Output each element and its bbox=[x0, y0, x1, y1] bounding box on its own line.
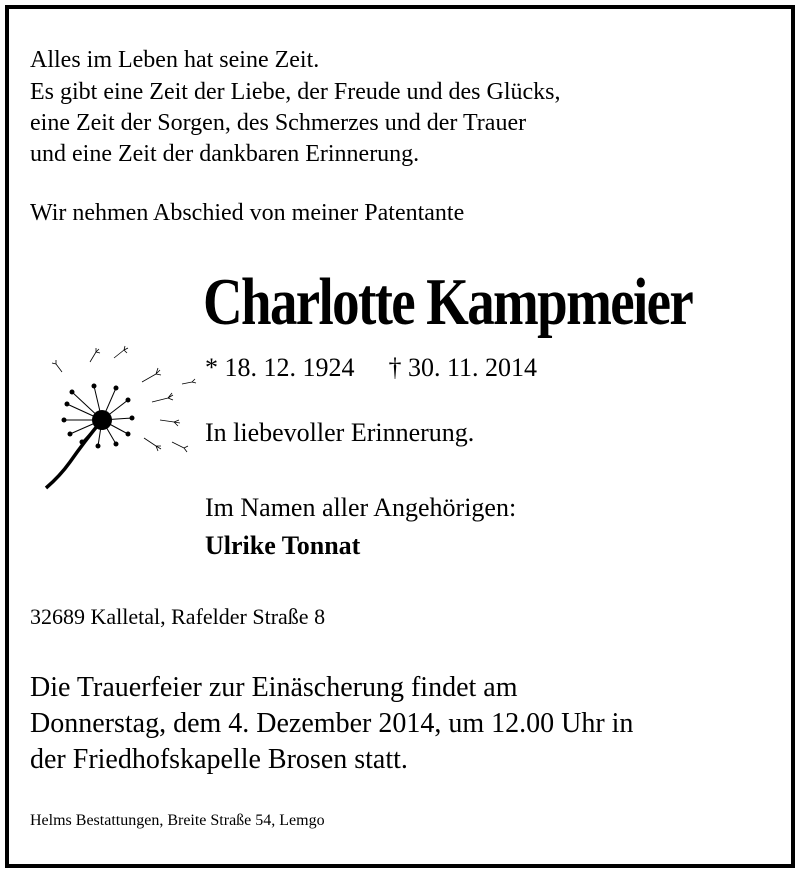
poem-line-3: eine Zeit der Sorgen, des Schmerzes und der Trauer bbox=[30, 110, 527, 136]
dandelion-icon bbox=[32, 342, 202, 492]
deceased-name: Charlotte Kampmeier bbox=[203, 265, 693, 339]
life-dates bbox=[205, 353, 537, 383]
death-date: † 30. 11. 2014 bbox=[388, 353, 538, 382]
poem-line-1: Alles im Leben hat seine Zeit. bbox=[30, 47, 320, 73]
poem-line-2: Es gibt eine Zeit der Liebe, der Freude und des Glücks, bbox=[30, 79, 561, 105]
poem-line-4: und eine Zeit der dankbaren Erinnerung. bbox=[30, 141, 420, 167]
on-behalf-text: Im Namen aller Angehörigen: bbox=[205, 493, 517, 522]
service-line-2: Donnerstag, dem 4. Dezember 2014, um 12.00 Uhr in bbox=[30, 708, 634, 739]
funeral-home-footer: Helms Bestattungen, Breite Straße 54, Lemgo bbox=[30, 812, 325, 829]
birth-date: * 18. 12. 1924 bbox=[205, 353, 355, 382]
address: 32689 Kalletal, Rafelder Straße 8 bbox=[30, 604, 326, 629]
service-line-3: der Friedhofskapelle Brosen statt. bbox=[30, 744, 408, 775]
signer-name: Ulrike Tonnat bbox=[205, 531, 361, 560]
intro-text: Wir nehmen Abschied von meiner Patentante bbox=[30, 200, 465, 226]
remembrance-text: In liebevoller Erinnerung. bbox=[205, 418, 475, 447]
service-line-1: Die Trauerfeier zur Einäscherung findet am bbox=[30, 672, 518, 703]
